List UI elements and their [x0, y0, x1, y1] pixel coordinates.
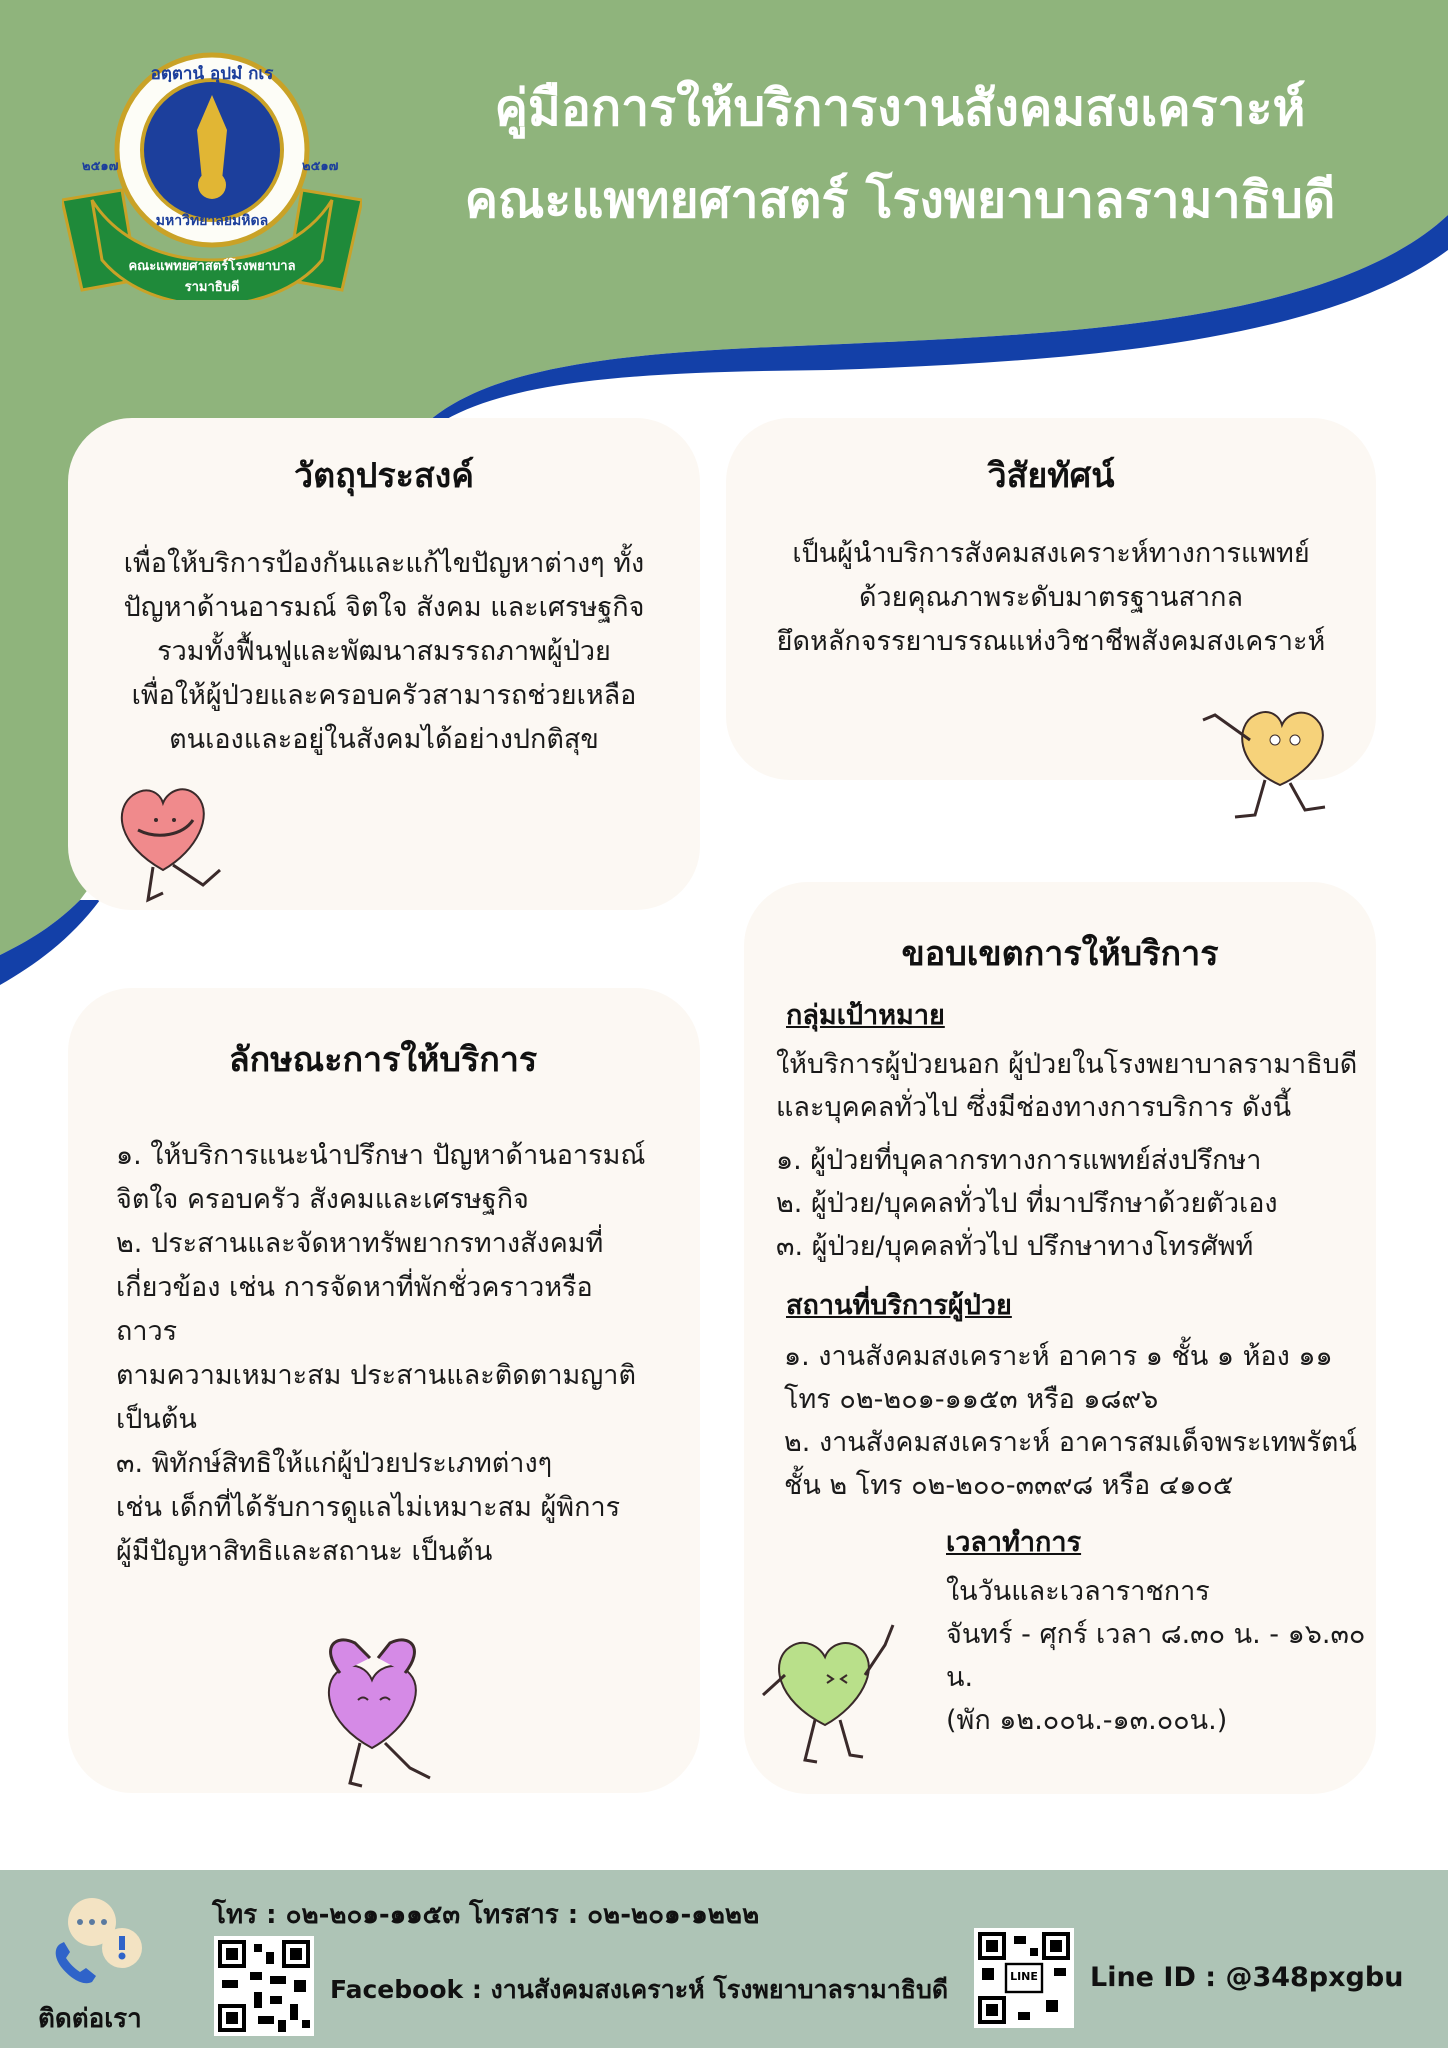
service-line: ๓. พิทักษ์สิทธิให้แก่ผู้ป่วยประเภทต่างๆ: [116, 1448, 553, 1479]
qr-code-icon[interactable]: [214, 1936, 314, 2036]
line-badge: LINE: [1010, 1970, 1038, 1983]
objective-line: เพื่อให้ผู้ป่วยและครอบครัวสามารถช่วยเหลือ: [131, 680, 637, 711]
yellow-heart-mascot: [1195, 695, 1345, 825]
target-item: ๒. ผู้ป่วย/บุคคลทั่วไป ที่มาปรึกษาด้วยตัวเอง: [776, 1188, 1278, 1219]
target-item: ๑. ผู้ป่วยที่บุคลากรทางการแพทย์ส่งปรึกษา: [776, 1145, 1262, 1176]
vision-line: เป็นผู้นำบริการสังคมสงเคราะห์ทางการแพทย์: [792, 538, 1310, 569]
target-item: ๓. ผู้ป่วย/บุคคลทั่วไป ปรึกษาทางโทรศัพท์: [776, 1231, 1254, 1262]
title-line-2: คณะแพทยศาสตร์ โรงพยาบาลรามาธิบดี: [464, 171, 1336, 229]
purple-heart-mascot: [300, 1628, 450, 1788]
contact-label: ติดต่อเรา: [38, 2004, 142, 2034]
footer: [0, 1870, 1448, 2048]
location-line: ๑. งานสังคมสงเคราะห์ อาคาร ๑ ชั้น ๑ ห้อง ๑๑: [784, 1341, 1333, 1372]
service-line: จิตใจ ครอบครัว สังคมและเศรษฐกิจ: [116, 1184, 529, 1215]
hours-line: (พัก ๑๒.๐๐น.-๑๓.๐๐น.): [946, 1705, 1228, 1736]
service-line: เกี่ยวข้อง เช่น การจัดหาที่พักชั่วคราวหรือถาวร: [116, 1272, 593, 1347]
scope-title: ขอบเขตการให้บริการ: [901, 934, 1219, 974]
title-line-1: คู่มือการให้บริการงานสังคมสงเคราะห์: [494, 79, 1306, 137]
phone-icon: [52, 1938, 102, 1988]
service-line: ๑. ให้บริการแนะนำปรึกษา ปัญหาด้านอารมณ์: [116, 1140, 646, 1171]
service-line: ผู้มีปัญหาสิทธิและสถานะ เป็นต้น: [116, 1536, 493, 1567]
service-line: เป็นต้น: [116, 1404, 197, 1435]
target-intro-line: ให้บริการผู้ป่วยนอก ผู้ป่วยในโรงพยาบาลรามาธิบดี: [776, 1049, 1358, 1080]
hours-line: ในวันและเวลาราชการ: [946, 1576, 1210, 1607]
objective-line: รวมทั้งฟื้นฟูและพัฒนาสมรรถภาพผู้ป่วย: [157, 636, 611, 667]
logo-year-right: ๒๕๑๗: [302, 159, 339, 174]
service-line: ๒. ประสานและจัดหาทรัพยากรทางสังคมที่: [116, 1228, 604, 1259]
mahidol-logo: [62, 50, 362, 300]
vision-text: [746, 532, 1356, 664]
page-title: [420, 62, 1380, 246]
green-heart-mascot: [755, 1615, 905, 1765]
objective-line: เพื่อให้บริการป้องกันและแก้ไขปัญหาต่างๆ ทั้ง: [123, 548, 645, 579]
service-title: ลักษณะการให้บริการ: [228, 1040, 538, 1080]
objective-line: ปัญหาด้านอารมณ์ จิตใจ สังคม และเศรษฐกิจ: [123, 592, 645, 623]
service-text: [116, 1134, 650, 1574]
facebook-text[interactable]: Facebook : งานสังคมสงเคราะห์ โรงพยาบาลรามาธิบดี: [330, 1975, 949, 2004]
location-line: ชั้น ๒ โทร ๐๒-๒๐๐-๓๓๙๘ หรือ ๔๑๐๕: [784, 1470, 1234, 1501]
vision-line: ด้วยคุณภาพระดับมาตรฐานสากล: [858, 582, 1244, 613]
hours-line: จันทร์ - ศุกร์ เวลา ๘.๓๐ น. - ๑๖.๓๐ น.: [946, 1619, 1366, 1693]
hours-heading: เวลาทำการ: [946, 1527, 1082, 1558]
location-line: ๒. งานสังคมสงเคราะห์ อาคารสมเด็จพระเทพรัตน์: [784, 1427, 1357, 1458]
location-heading: สถานที่บริการผู้ป่วย: [786, 1290, 1012, 1321]
objective-title: วัตถุประสงค์: [294, 456, 474, 496]
location-line: โทร ๐๒-๒๐๑-๑๑๕๓ หรือ ๑๘๙๖: [784, 1384, 1159, 1415]
line-id-text[interactable]: Line ID : @348pxgbu: [1090, 1962, 1404, 1993]
objective-text: [88, 542, 680, 762]
phone-text: โทร : ๐๒-๒๐๑-๑๑๕๓ โทรสาร : ๐๒-๒๐๑-๑๒๒๒: [212, 1900, 760, 1930]
objective-line: ตนเองและอยู่ในสังคมได้อย่างปกติสุข: [169, 724, 599, 755]
vision-title: วิสัยทัศน์: [987, 456, 1115, 496]
logo-year-left: ๒๕๑๗: [82, 159, 119, 174]
line-qr-code-icon[interactable]: [974, 1928, 1074, 2028]
vision-line: ยึดหลักจรรยาบรรณแห่งวิชาชีพสังคมสงเคราะห์: [776, 626, 1326, 657]
service-line: เช่น เด็กที่ได้รับการดูแลไม่เหมาะสม ผู้พิการ: [116, 1492, 621, 1523]
logo-ribbon-text: คณะแพทยศาสตร์โรงพยาบาลรามาธิบดี: [128, 259, 296, 295]
pink-heart-mascot: [108, 775, 238, 905]
target-heading: กลุ่มเป้าหมาย: [786, 1000, 945, 1031]
logo-bottom-text: มหาวิทยาลัยมหิดล: [155, 213, 269, 229]
service-line: ตามความเหมาะสม ประสานและติดตามญาติ: [116, 1360, 636, 1391]
target-intro-line: และบุคคลทั่วไป ซึ่งมีช่องทางการบริการ ดังนี้: [776, 1092, 1292, 1123]
logo-top-text: อตฺตานํ อุปมํ กเร: [150, 64, 274, 84]
